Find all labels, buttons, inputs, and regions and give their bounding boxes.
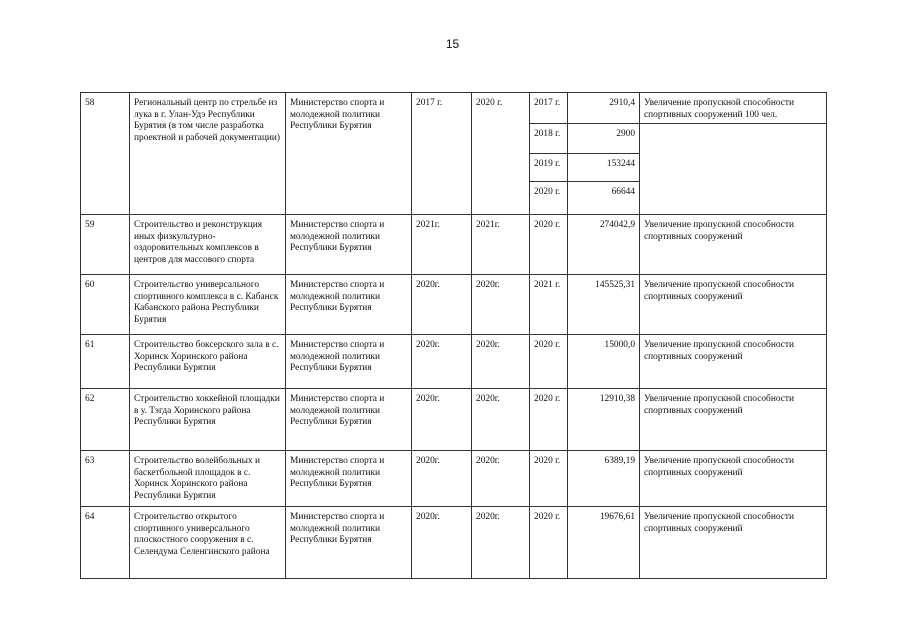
row-number: 58	[81, 93, 130, 215]
expected-result: Увеличение пропускной способности спортивных сооружений	[640, 215, 827, 275]
end-year: 2020г.	[472, 275, 530, 335]
funding-year: 2018 г.	[530, 124, 568, 154]
funding-year: 2019 г.	[530, 154, 568, 182]
expected-result: Увеличение пропускной способности спортивных сооружений	[640, 451, 827, 507]
funding-amount: 6389,19	[568, 451, 640, 507]
funding-amount: 153244	[568, 154, 640, 182]
expected-result: Увеличение пропускной способности спортивных сооружений	[640, 507, 827, 579]
table-row	[81, 389, 827, 451]
table-row	[81, 335, 827, 389]
end-year: 2021г.	[472, 215, 530, 275]
table-row	[81, 507, 827, 579]
project-name: Строительство открытого спортивного универсального плоскостного сооружения в с. Селендума Селенгинского района	[130, 507, 286, 579]
project-name: Региональный центр по стрельбе из лука в г. Улан-Удэ Республики Бурятия (в том числе разработка проектной и рабочей документации)	[130, 93, 286, 215]
projects-table	[80, 92, 827, 579]
funding-year: 2020 г.	[530, 389, 568, 451]
ministry: Министерство спорта и молодежной политики Республики Бурятия	[286, 507, 412, 579]
start-year: 2021г.	[412, 215, 472, 275]
expected-result: Увеличение пропускной способности спортивных сооружений	[640, 389, 827, 451]
funding-year: 2020 г.	[530, 335, 568, 389]
table-row	[81, 275, 827, 335]
funding-amount: 274042,9	[568, 215, 640, 275]
project-name: Строительство хоккейной площадки в у. Тэгда Хоринского района Республики Бурятия	[130, 389, 286, 451]
start-year: 2020г.	[412, 275, 472, 335]
funding-year: 2020 г.	[530, 507, 568, 579]
expected-result: Увеличение пропускной способности спортивных сооружений	[640, 335, 827, 389]
start-year: 2017 г.	[412, 93, 472, 215]
project-name: Строительство боксерского зала в с. Хоринск Хоринского района Республики Бурятия	[130, 335, 286, 389]
funding-amount: 145525,31	[568, 275, 640, 335]
ministry: Министерство спорта и молодежной политики Республики Бурятия	[286, 335, 412, 389]
ministry: Министерство спорта и молодежной политики Республики Бурятия	[286, 215, 412, 275]
end-year: 2020г.	[472, 335, 530, 389]
row-number: 60	[81, 275, 130, 335]
row-number: 61	[81, 335, 130, 389]
row-number: 62	[81, 389, 130, 451]
start-year: 2020г.	[412, 389, 472, 451]
start-year: 2020г.	[412, 335, 472, 389]
funding-year: 2020 г.	[530, 451, 568, 507]
ministry: Министерство спорта и молодежной политики Республики Бурятия	[286, 275, 412, 335]
project-name: Строительство волейбольных и баскетбольной площадок в с. Хоринск Хоринского района Республики Бурятия	[130, 451, 286, 507]
funding-year: 2020 г.	[530, 182, 568, 215]
funding-amount: 12910,38	[568, 389, 640, 451]
expected-result-empty	[640, 124, 827, 215]
start-year: 2020г.	[412, 507, 472, 579]
page-number: 15	[445, 37, 460, 51]
row-number: 59	[81, 215, 130, 275]
funding-amount: 2900	[568, 124, 640, 154]
row-number: 63	[81, 451, 130, 507]
end-year: 2020 г.	[472, 93, 530, 215]
funding-amount: 66644	[568, 182, 640, 215]
expected-result: Увеличение пропускной способности спортивных сооружений	[640, 275, 827, 335]
ministry: Министерство спорта и молодежной политики Республики Бурятия	[286, 451, 412, 507]
funding-amount: 15000,0	[568, 335, 640, 389]
project-name: Строительство универсального спортивного комплекса в с. Кабанск Кабанского района Республики Бурятия	[130, 275, 286, 335]
ministry: Министерство спорта и молодежной политики Республики Бурятия	[286, 93, 412, 215]
funding-amount: 2910,4	[568, 93, 640, 124]
funding-year: 2017 г.	[530, 93, 568, 124]
project-name: Строительство и реконструкция иных физкультурно-оздоровительных комплексов в центров для массового спорта	[130, 215, 286, 275]
funding-year: 2020 г.	[530, 215, 568, 275]
ministry: Министерство спорта и молодежной политики Республики Бурятия	[286, 389, 412, 451]
table-row	[81, 93, 827, 124]
row-number: 64	[81, 507, 130, 579]
funding-year: 2021 г.	[530, 275, 568, 335]
end-year: 2020г.	[472, 451, 530, 507]
funding-amount: 19676,61	[568, 507, 640, 579]
start-year: 2020г.	[412, 451, 472, 507]
end-year: 2020г.	[472, 507, 530, 579]
expected-result: Увеличение пропускной способности спортивных сооружений 100 чел.	[640, 93, 827, 124]
table-row	[81, 215, 827, 275]
table-row	[81, 451, 827, 507]
end-year: 2020г.	[472, 389, 530, 451]
